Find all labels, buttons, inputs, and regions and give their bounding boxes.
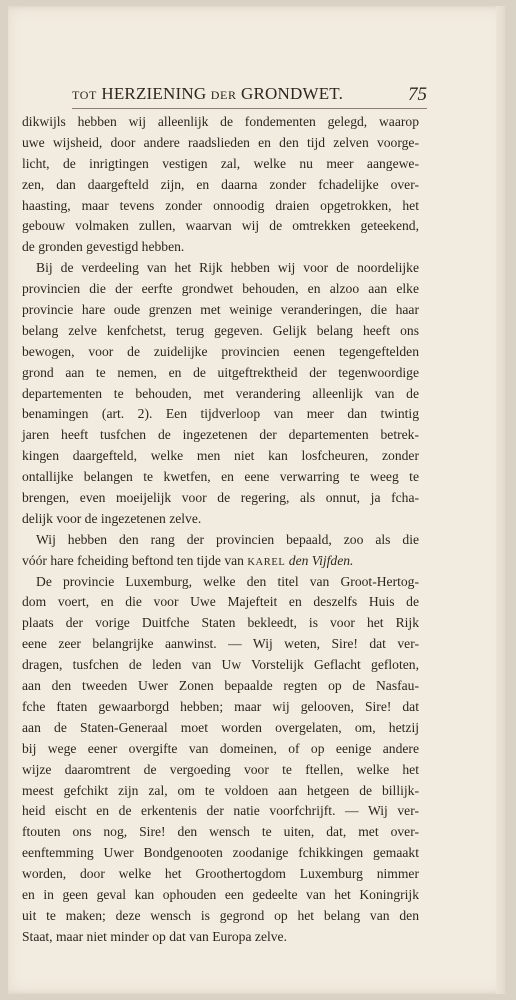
text-line xyxy=(22,822,419,843)
text-line xyxy=(22,781,419,802)
text-line xyxy=(22,676,419,697)
line-text: uit te maken; deze wensch is gegrond op het belang van den xyxy=(22,907,419,923)
text-line xyxy=(22,133,419,154)
line-text: worden, door welke het Groothertogdom Luxemburg nimmer xyxy=(22,866,419,882)
line-text: grond aan te nemen, en de uitgeftrektheid der tegenwoordige xyxy=(22,364,419,380)
text-line xyxy=(22,175,419,196)
text-line xyxy=(22,634,419,655)
line-text: jaren heeft tusfchen de ingezetenen der departementen betrek- xyxy=(22,427,419,443)
text-line xyxy=(22,258,419,279)
line-text: licht, de inrigtingen vestigen zal, welke nu meer aangewe- xyxy=(22,155,419,171)
text-line xyxy=(22,237,419,258)
small-caps-name: KAREL xyxy=(247,556,286,568)
line-text: haasting, maar tevens zonder onnoodig draien opgetrokken, het xyxy=(22,197,419,213)
text-line xyxy=(22,216,419,237)
line-text: departementen te behouden, met verandering alleenlijk van de xyxy=(22,385,419,401)
text-line xyxy=(22,384,419,405)
text-line xyxy=(22,300,419,321)
line-text: De provincie Luxemburg, welke den titel van Groot-Hertog- xyxy=(36,573,419,589)
line-text: belang zelve kenfchetst, terug gegeven. Gelijk belang heeft ons xyxy=(22,322,419,338)
line-text: gebouw volmaken zullen, waarvan wij de omtrekken geteekend, xyxy=(22,218,419,234)
line-text: kingen daargefteld, welke men niet kan losfcheuren, zonder xyxy=(22,448,419,464)
text-line xyxy=(22,488,419,509)
text-line xyxy=(22,112,419,133)
line-text: fche ftaten gewaarborgd hebben; maar wij gelooven, Sire! dat xyxy=(22,698,419,714)
line-text: bij wege eener overgifte van domeinen, of op eenige andere xyxy=(22,740,419,756)
line-text: delijk voor de ingezetenen zelve. xyxy=(22,510,202,526)
line-text: aan den tweeden Uwer Zonen bepaalde regten op de Nasfau- xyxy=(22,678,419,694)
text-line xyxy=(22,572,419,593)
line-text: dom voert, en die voor Uwe Majefteit en deszelfs Huis de xyxy=(22,594,419,610)
running-head xyxy=(72,84,427,106)
text-line xyxy=(22,404,419,425)
running-title-main: HERZIENING xyxy=(101,84,207,103)
text-line xyxy=(22,739,419,760)
line-text: zen, dan daargefteld zijn, en daarna zonder fchadelijke over- xyxy=(22,176,419,192)
text-line xyxy=(22,885,419,906)
line-text: eene zeer belangrijke aanwinst. — Wij weten, Sire! dat ver- xyxy=(22,636,419,652)
text-line xyxy=(22,718,419,739)
text-line xyxy=(22,154,419,175)
text-line xyxy=(22,551,419,572)
text-line xyxy=(22,864,419,885)
line-text: brengen, even moeijelijk voor de regering, als onnut, ja fcha- xyxy=(22,490,419,506)
text-line xyxy=(22,927,419,948)
running-title xyxy=(72,84,343,104)
text-line xyxy=(22,196,419,217)
line-text: dragen, tusfchen de leden van Uw Vorstelijk Geflacht gefloten, xyxy=(22,657,419,673)
running-title-der: DER xyxy=(210,88,237,102)
line-text: plaats der vorige Duitfche Staten bekleedt, is voor het Rijk xyxy=(22,615,419,631)
text-line xyxy=(22,342,419,363)
text-line xyxy=(22,279,419,300)
line-text: provincien die der eerfte grondwet behouden, en alzoo aan elke xyxy=(22,281,419,297)
text-line xyxy=(22,509,419,530)
line-text: meest gefchikt zijn zal, om te voldoen aan hetgeen de billijk- xyxy=(22,782,419,798)
header-rule xyxy=(72,108,427,109)
line-text: de gronden gevestigd hebben. xyxy=(22,239,185,255)
line-text: eenftemming Uwer Bondgenooten zoodanige fchikkingen gemaakt xyxy=(22,845,419,861)
running-title-end: GRONDWET. xyxy=(241,84,344,103)
line-text: ftouten ons nog, Sire! den wensch te uiten, dat, met over- xyxy=(22,824,419,840)
text-line xyxy=(22,425,419,446)
text-line xyxy=(22,321,419,342)
page-edge xyxy=(496,6,505,994)
page-number: 75 xyxy=(408,84,427,105)
body-text xyxy=(22,112,419,948)
line-text: Staat, maar niet minder op dat van Europa zelve. xyxy=(22,928,287,944)
text-line xyxy=(22,467,419,488)
line-text: aan de Staten-Generaal moet worden overgelaten, om, hetzij xyxy=(22,719,419,735)
line-text: uwe wijsheid, door andere raadslieden en den tijd zelven voorge- xyxy=(22,134,419,150)
text-line xyxy=(22,613,419,634)
line-text: wijze daaromtrent de vergoeding voor te ftellen, welke het xyxy=(22,761,419,777)
text-line xyxy=(22,760,419,781)
line-text: en in geen geval kan ophouden een gedeelte van het Koningrijk xyxy=(22,886,419,902)
line-text: ontallijke belangen te kwetfen, en eene verwarring te weeg te xyxy=(22,469,419,485)
running-title-tot: TOT xyxy=(72,88,97,102)
text-line xyxy=(22,446,419,467)
line-text: heid eischt en de erkentenis der natie voorfchrijft. — Wij ver- xyxy=(22,803,419,819)
line-text: dikwijls hebben wij alleenlijk de fondementen gelegd, waarop xyxy=(22,114,419,129)
text-line xyxy=(22,697,419,718)
line-text: Wij hebben den rang der provincien bepaald, zoo als die xyxy=(36,531,419,547)
text-line xyxy=(22,592,419,613)
text-line xyxy=(22,530,419,551)
line-text: vóór hare fcheiding beftond ten tijde van xyxy=(22,552,244,568)
text-line xyxy=(22,906,419,927)
italic-text: den Vijfden. xyxy=(288,552,354,568)
text-line xyxy=(22,655,419,676)
text-line xyxy=(22,843,419,864)
line-text: bewogen, voor de zuidelijke provincien eenen tegengeftelden xyxy=(22,343,419,359)
line-text: provincie hare oude grenzen met weinige veranderingen, die haar xyxy=(22,302,419,318)
line-text: Bij de verdeeling van het Rijk hebben wij voor de noordelijke xyxy=(36,260,419,276)
text-line xyxy=(22,363,419,384)
line-text: benamingen (art. 2). Een tijdverloop van meer dan twintig xyxy=(22,406,419,422)
text-line xyxy=(22,801,419,822)
